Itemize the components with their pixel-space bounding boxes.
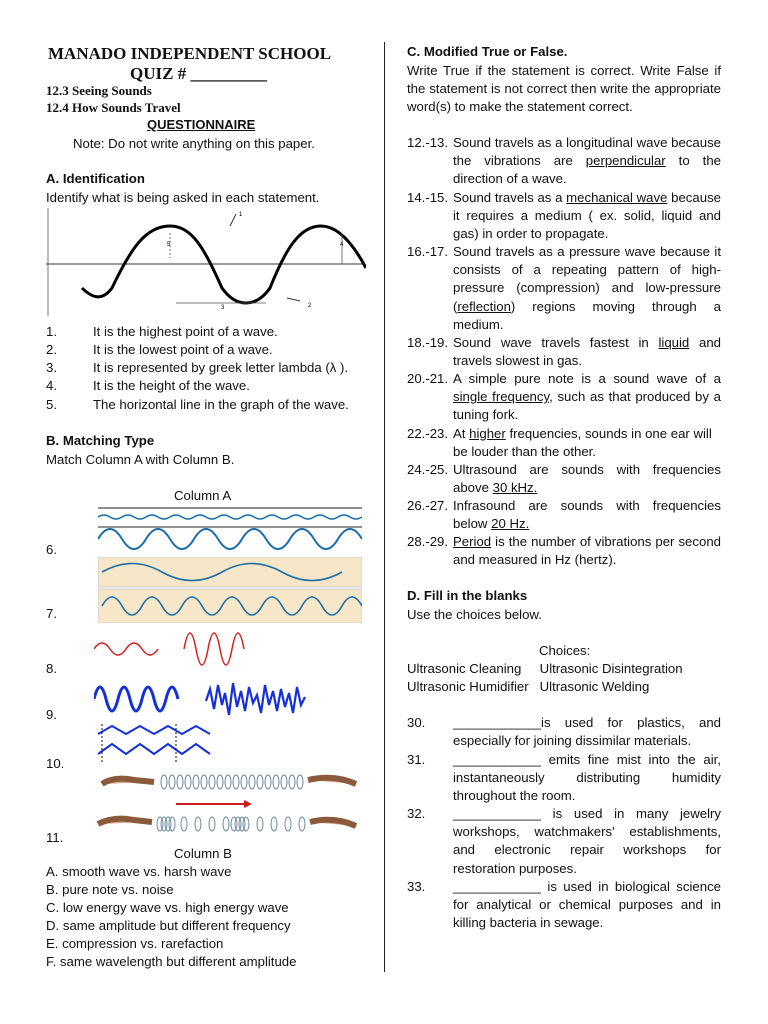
matching-number: 11.: [46, 830, 64, 845]
column-b-option: D. same amplitude but different frequency: [46, 918, 291, 933]
matching-number: 7.: [46, 606, 57, 621]
section-d-title: D. Fill in the blanks: [407, 588, 528, 603]
section-a-instruction: Identify what is being asked in each statement.: [46, 190, 320, 205]
diagram-label-2: 2: [308, 303, 312, 309]
column-b-option: F. same wavelength but different amplitude: [46, 954, 297, 969]
diagram-label-1: 1: [239, 212, 243, 218]
wave-image-6: [98, 505, 362, 553]
choices-label: Choices:: [539, 643, 591, 658]
wave-image-10: [98, 724, 218, 764]
wave-image-11: [94, 766, 364, 842]
choices-row-1: Ultrasonic Cleaning Ultrasonic Disintegration: [407, 661, 683, 676]
section-a-title: A. Identification: [46, 171, 145, 186]
matching-number: 9.: [46, 707, 57, 722]
questionnaire-title: QUESTIONNAIRE: [147, 117, 256, 132]
diagram-label-3: 3: [221, 305, 225, 311]
section-b-instruction: Match Column A with Column B.: [46, 452, 235, 467]
answer-blank[interactable]: ____________: [453, 715, 542, 730]
school-name: MANADO INDEPENDENT SCHOOL: [48, 44, 332, 63]
column-b-heading: Column B: [174, 846, 232, 861]
quiz-number: QUIZ # _________: [130, 64, 267, 83]
wave-image-9: [94, 675, 360, 725]
column-b-option: B. pure note vs. noise: [46, 882, 174, 897]
section-c-title: C. Modified True or False.: [407, 44, 568, 59]
column-b-option: E. compression vs. rarefaction: [46, 936, 224, 951]
wave-image-8: [94, 625, 294, 673]
column-b-option: A. smooth wave vs. harsh wave: [46, 864, 232, 879]
column-divider: [384, 42, 385, 972]
wave-image-7: [98, 557, 362, 623]
column-a-heading: Column A: [174, 488, 232, 503]
wave-diagram: [46, 208, 366, 316]
matching-number: 8.: [46, 661, 57, 676]
topic-1: 12.3 Seeing Sounds: [46, 83, 152, 98]
answer-blank[interactable]: ____________: [453, 806, 542, 821]
choices-row-2: Ultrasonic Humidifier Ultrasonic Welding: [407, 679, 650, 694]
section-c-instruction: Write True if the statement is correct. Write False if the statement is not correct then write the appropriate word(s) to make the statement correct.: [407, 63, 721, 115]
matching-number: 10.: [46, 756, 65, 771]
diagram-label-4: 4: [340, 242, 344, 248]
answer-blank[interactable]: ____________: [453, 752, 542, 767]
section-d-instruction: Use the choices below.: [407, 607, 542, 622]
section-b-title: B. Matching Type: [46, 433, 155, 448]
diagram-label-5: 5: [167, 242, 171, 248]
topic-2: 12.4 How Sounds Travel: [46, 100, 181, 115]
answer-blank[interactable]: ____________: [453, 879, 542, 894]
note: Note: Do not write anything on this paper.: [73, 136, 315, 151]
column-b-option: C. low energy wave vs. high energy wave: [46, 900, 289, 915]
matching-number: 6.: [46, 542, 57, 557]
